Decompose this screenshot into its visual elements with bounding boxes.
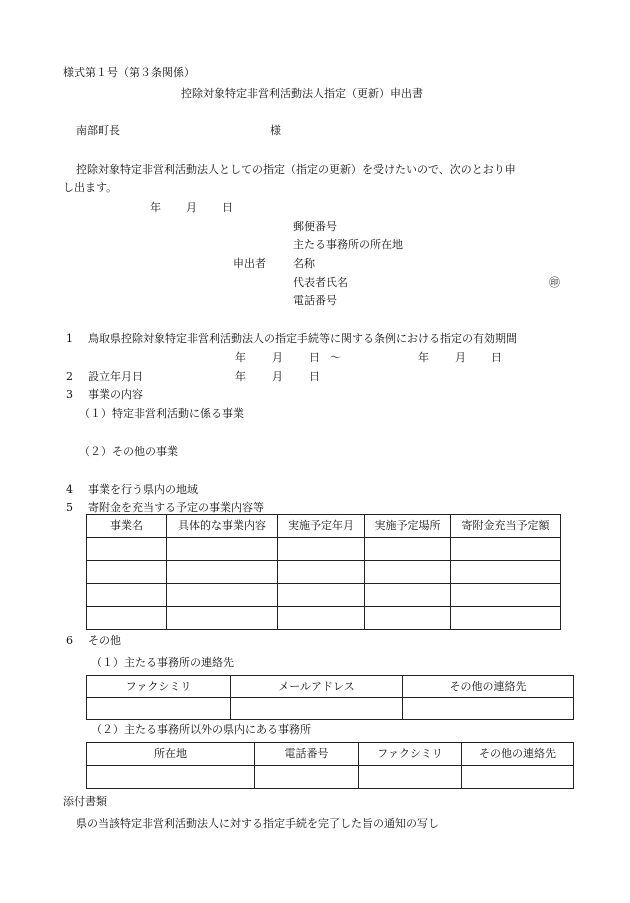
date-day: 日 [222, 201, 233, 214]
item6-sub1: （１）主たる事務所の連絡先 [91, 656, 234, 669]
header-donation-amount: 寄附金充当予定額 [451, 515, 561, 538]
item1-year2: 年 [418, 351, 429, 364]
table-cell[interactable] [359, 766, 462, 789]
item2-month: 月 [272, 370, 283, 383]
item6-text: その他 [88, 634, 121, 647]
table-cell[interactable] [87, 584, 167, 607]
header-scheduled-date: 実施予定年月 [278, 515, 365, 538]
item3-sub2: （２）その他の事業 [79, 445, 178, 458]
table-cell[interactable] [365, 561, 451, 584]
table-cell[interactable] [462, 766, 574, 789]
table-cell[interactable] [451, 607, 561, 630]
item3-number: 3 [66, 388, 73, 401]
item1-text: 鳥取県控除対象特定非営利活動法人の指定手続等に関する条例における指定の有効期間 [88, 332, 517, 345]
item1-day2: 日 [491, 351, 502, 364]
main-office-contact-table [86, 675, 574, 720]
item3-sub1: （１）特定非営利活動に係る事業 [79, 407, 244, 420]
honorific: 様 [270, 124, 281, 137]
table-cell[interactable] [167, 584, 278, 607]
table-cell[interactable] [255, 766, 359, 789]
table-row [87, 607, 561, 630]
table-row [87, 766, 574, 789]
table-cell[interactable] [87, 538, 167, 561]
form-number: 様式第１号（第３条関係） [63, 66, 195, 79]
header-other-contact: その他の連絡先 [403, 676, 574, 698]
item2-year: 年 [235, 370, 246, 383]
header-fax: ファクシミリ [359, 743, 462, 766]
table-cell[interactable] [451, 584, 561, 607]
table-cell[interactable] [167, 561, 278, 584]
addressee: 南部町長 [76, 124, 120, 137]
date-month: 月 [186, 201, 197, 214]
office-address-label: 主たる事務所の所在地 [293, 238, 403, 251]
header-scheduled-place: 実施予定場所 [365, 515, 451, 538]
business-plan-table [86, 514, 561, 630]
table-cell[interactable] [87, 607, 167, 630]
table-cell[interactable] [365, 584, 451, 607]
item3-text: 事業の内容 [88, 388, 143, 401]
item4-number: 4 [66, 483, 73, 496]
table-cell[interactable] [365, 538, 451, 561]
table-cell[interactable] [167, 607, 278, 630]
intro-text-line1: 控除対象特定非営利活動法人としての指定（指定の更新）を受けたいので、次のとおり申 [76, 163, 516, 176]
table-cell[interactable] [278, 538, 365, 561]
table-cell[interactable] [87, 766, 255, 789]
item1-number: 1 [66, 332, 73, 345]
table-cell[interactable] [403, 698, 574, 720]
table-row [87, 698, 574, 720]
table-cell[interactable] [365, 607, 451, 630]
document-title: 控除対象特定非営利活動法人指定（更新）申出書 [181, 87, 423, 100]
postal-code-label: 郵便番号 [293, 220, 337, 233]
item1-tilde: ～ [330, 351, 341, 364]
date-year: 年 [150, 201, 161, 214]
table-cell[interactable] [278, 607, 365, 630]
item5-text: 寄附金を充当する予定の事業内容等 [88, 501, 264, 514]
header-phone: 電話番号 [255, 743, 359, 766]
header-fax: ファクシミリ [87, 676, 231, 698]
item6-number: 6 [66, 634, 73, 647]
header-other-contact: その他の連絡先 [462, 743, 574, 766]
table-cell[interactable] [231, 698, 403, 720]
item1-year: 年 [235, 351, 246, 364]
header-business-name: 事業名 [87, 515, 167, 538]
table-cell[interactable] [87, 698, 231, 720]
item6-sub2: （２）主たる事務所以外の県内にある事務所 [91, 723, 311, 736]
table-cell[interactable] [278, 584, 365, 607]
header-business-details: 具体的な事業内容 [167, 515, 278, 538]
header-email: メールアドレス [231, 676, 403, 698]
item4-text: 事業を行う県内の地域 [88, 483, 198, 496]
name-label: 名称 [293, 257, 315, 270]
item1-day: 日 [309, 351, 320, 364]
attachments-text: 県の当該特定非営利活動法人に対する指定手続を完了した旨の通知の写し [76, 817, 439, 830]
seal-mark: ㊞ [549, 276, 560, 289]
applicant-label: 申出者 [233, 257, 266, 270]
item2-text: 設立年月日 [88, 370, 143, 383]
representative-label: 代表者氏名 [293, 276, 348, 289]
table-cell[interactable] [278, 561, 365, 584]
item1-month: 月 [272, 351, 283, 364]
table-cell[interactable] [451, 561, 561, 584]
table-cell[interactable] [167, 538, 278, 561]
table-cell[interactable] [87, 561, 167, 584]
intro-text-line2: し出ます。 [63, 181, 118, 194]
table-cell[interactable] [451, 538, 561, 561]
table-row [87, 584, 561, 607]
header-location: 所在地 [87, 743, 255, 766]
phone-label: 電話番号 [293, 294, 337, 307]
other-offices-table [86, 742, 574, 789]
item2-number: 2 [66, 370, 73, 383]
table-row [87, 561, 561, 584]
table-row [87, 538, 561, 561]
item1-month2: 月 [455, 351, 466, 364]
item2-day: 日 [309, 370, 320, 383]
item5-number: 5 [66, 501, 73, 514]
attachments-heading: 添付書類 [63, 795, 107, 808]
